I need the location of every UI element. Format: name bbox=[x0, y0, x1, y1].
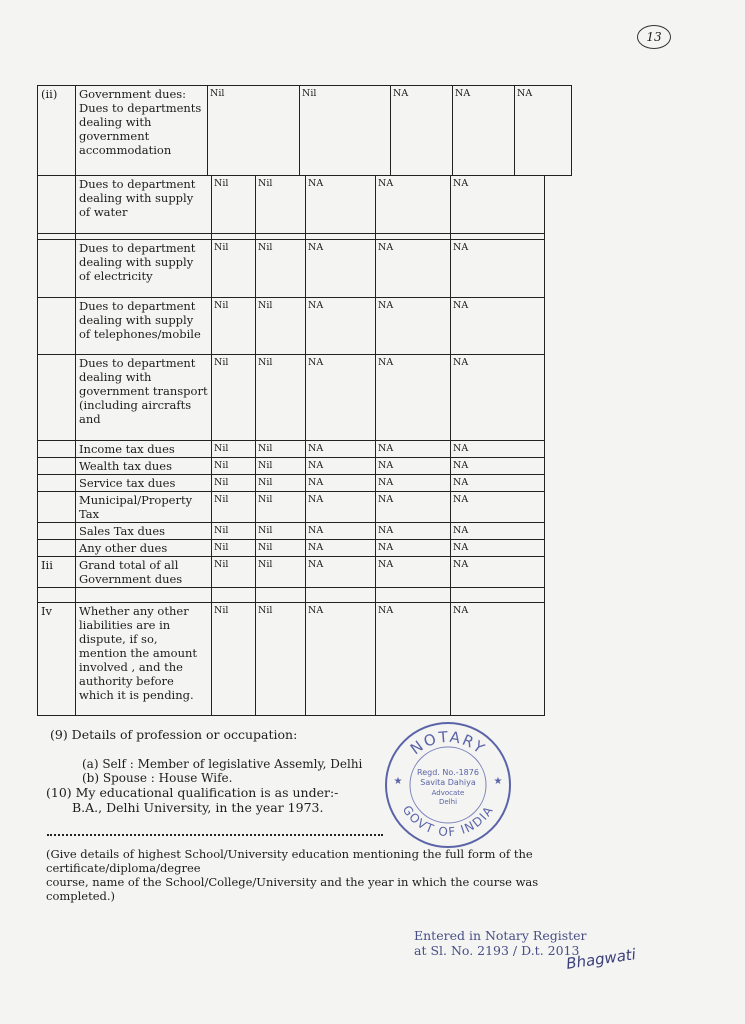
value-cell: NA bbox=[451, 557, 545, 588]
row-index bbox=[38, 523, 76, 540]
value-cell: NA bbox=[376, 540, 451, 557]
value-cell: NA bbox=[376, 557, 451, 588]
value-cell bbox=[212, 588, 256, 603]
value-cell: Nil bbox=[212, 540, 256, 557]
value-cell: Nil bbox=[212, 458, 256, 475]
value-cell: NA bbox=[451, 603, 545, 716]
value-cell: NA bbox=[451, 176, 545, 234]
value-cell: Nil bbox=[256, 240, 306, 298]
row-index bbox=[38, 475, 76, 492]
value-cell: Nil bbox=[256, 475, 306, 492]
value-cell: NA bbox=[306, 298, 376, 355]
education-note bbox=[46, 847, 566, 903]
education-value: B.A., Delhi University, in the year 1973. bbox=[72, 800, 324, 815]
row-index: Iii bbox=[38, 557, 76, 588]
value-cell: NA bbox=[376, 176, 451, 234]
value-cell: NA bbox=[451, 240, 545, 298]
row-index bbox=[38, 458, 76, 475]
value-cell: Nil bbox=[256, 458, 306, 475]
register-line2: at Sl. No. 2193 / D.t. 2013 bbox=[414, 943, 580, 958]
row-label: Dues to department dealing with supply of water bbox=[76, 176, 212, 234]
notary-register-entry bbox=[414, 928, 587, 958]
row-index: (ii) bbox=[38, 86, 76, 176]
value-cell: NA bbox=[306, 441, 376, 458]
value-cell: NA bbox=[376, 458, 451, 475]
row-label: Dues to department dealing with supply of telephones/mobile bbox=[76, 298, 212, 355]
row-label: Wealth tax dues bbox=[76, 458, 212, 475]
value-cell: NA bbox=[376, 240, 451, 298]
value-cell: Nil bbox=[256, 523, 306, 540]
value-cell: Nil bbox=[212, 557, 256, 588]
value-cell: NA bbox=[376, 475, 451, 492]
row-label: Any other dues bbox=[76, 540, 212, 557]
value-cell: Nil bbox=[300, 86, 391, 176]
table-row bbox=[38, 240, 545, 298]
stamp-star-icon: ★ bbox=[493, 776, 503, 787]
value-cell: NA bbox=[306, 492, 376, 523]
value-cell: NA bbox=[306, 557, 376, 588]
row-label: Government dues: Dues to departments dealing with government accommodation bbox=[76, 86, 208, 176]
row-index bbox=[38, 240, 76, 298]
value-cell: Nil bbox=[256, 603, 306, 716]
stamp-top-text: NOTARY bbox=[406, 727, 490, 759]
row-label: Municipal/Property Tax bbox=[76, 492, 212, 523]
profession-spouse: (b) Spouse : House Wife. bbox=[82, 771, 233, 785]
value-cell: Nil bbox=[212, 240, 256, 298]
value-cell: NA bbox=[376, 298, 451, 355]
table-row bbox=[38, 588, 545, 603]
value-cell: NA bbox=[306, 603, 376, 716]
value-cell: NA bbox=[376, 523, 451, 540]
education-note-line2: course, name of the School/College/University and the year in which the course was completed.) bbox=[46, 875, 539, 903]
value-cell: Nil bbox=[212, 603, 256, 716]
table-row bbox=[38, 176, 545, 234]
value-cell: NA bbox=[451, 492, 545, 523]
value-cell: Nil bbox=[212, 441, 256, 458]
value-cell: NA bbox=[306, 475, 376, 492]
row-index: Iv bbox=[38, 603, 76, 716]
value-cell: NA bbox=[453, 86, 515, 176]
page-number: 13 bbox=[637, 25, 671, 49]
value-cell bbox=[256, 588, 306, 603]
value-cell: Nil bbox=[256, 176, 306, 234]
value-cell: NA bbox=[451, 298, 545, 355]
value-cell: Nil bbox=[256, 355, 306, 441]
table-row bbox=[38, 355, 545, 441]
value-cell: NA bbox=[451, 355, 545, 441]
value-cell: NA bbox=[306, 176, 376, 234]
value-cell: NA bbox=[391, 86, 453, 176]
value-cell: NA bbox=[306, 523, 376, 540]
value-cell: Nil bbox=[256, 492, 306, 523]
value-cell: NA bbox=[306, 355, 376, 441]
table-row bbox=[38, 492, 545, 523]
profession-self: (a) Self : Member of legislative Assemly, Delhi bbox=[82, 757, 363, 771]
value-cell: Nil bbox=[212, 475, 256, 492]
value-cell: NA bbox=[451, 458, 545, 475]
value-cell: NA bbox=[306, 240, 376, 298]
row-label: Dues to department dealing with government transport (including aircrafts and bbox=[76, 355, 212, 441]
table-row bbox=[38, 557, 545, 588]
value-cell: Nil bbox=[212, 523, 256, 540]
value-cell: Nil bbox=[256, 557, 306, 588]
profession-heading: (9) Details of profession or occupation: bbox=[50, 727, 298, 742]
education-note-line1: (Give details of highest School/University education mentioning the full form of the certificate/diploma/degree bbox=[46, 847, 533, 875]
value-cell: Nil bbox=[256, 540, 306, 557]
stamp-bottom-text: GOVT OF INDIA bbox=[399, 802, 497, 840]
table-row bbox=[38, 475, 545, 492]
value-cell bbox=[451, 588, 545, 603]
value-cell: NA bbox=[306, 540, 376, 557]
row-label: Income tax dues bbox=[76, 441, 212, 458]
table-row bbox=[38, 603, 545, 716]
row-index bbox=[38, 355, 76, 441]
value-cell: Nil bbox=[256, 441, 306, 458]
value-cell: NA bbox=[376, 441, 451, 458]
stamp-line2: Savita Dahiya bbox=[420, 778, 476, 787]
table-row bbox=[38, 298, 545, 355]
table-row bbox=[38, 458, 545, 475]
value-cell: NA bbox=[376, 603, 451, 716]
table-row bbox=[38, 441, 545, 458]
value-cell: NA bbox=[451, 441, 545, 458]
value-cell: NA bbox=[451, 540, 545, 557]
value-cell: Nil bbox=[208, 86, 300, 176]
signature: Bhagwati bbox=[565, 945, 637, 973]
table-row bbox=[38, 540, 545, 557]
value-cell: Nil bbox=[212, 492, 256, 523]
table-row bbox=[38, 523, 545, 540]
row-label: Service tax dues bbox=[76, 475, 212, 492]
stamp-line1: Regd. No.-1876 bbox=[417, 768, 479, 777]
education-heading: (10) My educational qualification is as under:- bbox=[46, 785, 339, 800]
government-dues-table bbox=[37, 175, 545, 716]
table-row bbox=[38, 86, 572, 176]
row-index bbox=[38, 588, 76, 603]
value-cell: Nil bbox=[256, 298, 306, 355]
value-cell: NA bbox=[306, 458, 376, 475]
row-label: Whether any other liabilities are in dispute, if so, mention the amount involved , and the authority before which it is pending. bbox=[76, 603, 212, 716]
government-dues-table-top bbox=[37, 85, 572, 176]
value-cell: Nil bbox=[212, 298, 256, 355]
value-cell: NA bbox=[376, 492, 451, 523]
notary-stamp bbox=[380, 718, 515, 853]
dotted-separator bbox=[47, 834, 383, 836]
row-label: Sales Tax dues bbox=[76, 523, 212, 540]
row-index bbox=[38, 298, 76, 355]
stamp-line3: Advocate bbox=[431, 789, 465, 797]
stamp-line4: Delhi bbox=[438, 798, 458, 806]
value-cell: NA bbox=[451, 475, 545, 492]
register-line1: Entered in Notary Register bbox=[414, 928, 587, 943]
stamp-star-icon: ★ bbox=[393, 776, 403, 787]
value-cell bbox=[376, 588, 451, 603]
row-label: Grand total of all Government dues bbox=[76, 557, 212, 588]
value-cell: Nil bbox=[212, 355, 256, 441]
row-index bbox=[38, 441, 76, 458]
row-label: Dues to department dealing with supply of electricity bbox=[76, 240, 212, 298]
value-cell bbox=[306, 588, 376, 603]
value-cell: Nil bbox=[212, 176, 256, 234]
row-index bbox=[38, 492, 76, 523]
row-index bbox=[38, 176, 76, 234]
value-cell: NA bbox=[451, 523, 545, 540]
value-cell: NA bbox=[376, 355, 451, 441]
row-label bbox=[76, 588, 212, 603]
value-cell: NA bbox=[515, 86, 572, 176]
row-index bbox=[38, 540, 76, 557]
